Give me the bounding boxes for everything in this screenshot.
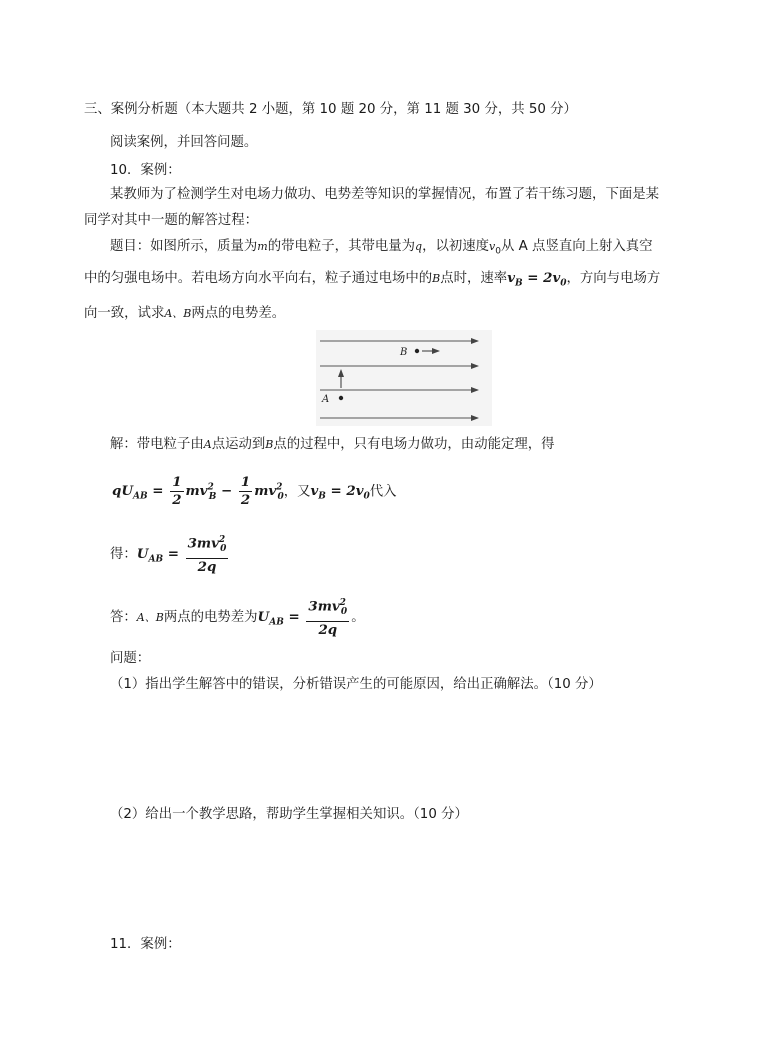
- text: 代入: [369, 484, 397, 500]
- energy-equation: [112, 470, 397, 515]
- instruction-text: 阅读案例，并回答问题。: [110, 135, 258, 150]
- subscript: B: [318, 492, 326, 503]
- var-ab: A、B: [136, 611, 164, 625]
- formula-uab: $U_{AB}$ =: [136, 546, 184, 565]
- intro-line-2: 同学对其中一题的解答过程：: [84, 213, 259, 228]
- text: ，方向与电场方: [566, 271, 661, 286]
- formula-vb: [507, 270, 567, 289]
- text: 两点的电势差。: [191, 306, 286, 321]
- case-11-label: 11．案例：: [110, 937, 181, 952]
- question-2: （2）给出一个教学思路，帮助学生掌握相关知识。（10 分）: [110, 807, 468, 822]
- formula-part: 3mv: [187, 535, 219, 552]
- questions-label: 问题：: [110, 651, 151, 666]
- text: 答：: [110, 610, 137, 626]
- problem-line-1: [110, 238, 653, 261]
- subscript: B: [514, 278, 523, 289]
- text: 题目：如图所示，质量为: [110, 239, 258, 254]
- text: 解：带电粒子由: [110, 437, 204, 452]
- point-b-dot: [415, 349, 419, 353]
- var-a: A: [203, 438, 212, 451]
- text: 从 A 点竖直向上射入真空: [500, 239, 653, 254]
- formula-part: =: [147, 483, 169, 500]
- question-1: （1）指出学生解答中的错误，分析错误产生的可能原因，给出正确解法。（10 分）: [110, 677, 602, 692]
- var-v0: v: [489, 240, 496, 253]
- text: ，以初速度: [422, 239, 490, 254]
- text: ，又: [283, 484, 311, 500]
- text: 点运动到: [211, 437, 266, 452]
- formula-part: qU: [112, 483, 134, 500]
- numerator: [186, 532, 229, 559]
- subscript: 0: [277, 492, 284, 503]
- subscript: AB: [133, 492, 148, 503]
- var-q: q: [415, 240, 423, 253]
- text: 中的匀强电场中。若电场方向水平向右，粒子通过电场中的: [84, 271, 433, 286]
- denominator: 2: [172, 491, 182, 508]
- formula-part: = 2v: [325, 483, 364, 500]
- fraction-half: [170, 474, 183, 509]
- fraction-result: [306, 595, 349, 639]
- formula-part: mv: [185, 483, 208, 500]
- section-heading: 三、案例分析题（本大题共 2 小题，第 10 题 20 分，第 11 题 30 分，共 50 分）: [84, 102, 577, 117]
- text: 。: [351, 610, 365, 626]
- formula-part: mv: [254, 483, 277, 500]
- superscript: 2: [339, 598, 346, 608]
- var-b: B: [265, 438, 274, 451]
- subscript: 0: [560, 278, 567, 289]
- formula-part: v: [507, 270, 515, 286]
- formula-part: = 2v: [522, 270, 561, 286]
- point-a-dot: [339, 396, 343, 400]
- subscript: B: [208, 492, 217, 503]
- subscript: 0: [495, 246, 501, 257]
- point-a-label: A: [322, 394, 330, 405]
- superscript: 2: [218, 535, 226, 545]
- var-b: B: [432, 272, 441, 285]
- problem-line-2: [84, 269, 660, 293]
- formula-uab: $U_{AB}$ =: [257, 609, 305, 628]
- intro-line-1: 某教师为了检测学生对电场力做功、电势差等知识的掌握情况，布置了若干练习题，下面是某: [110, 187, 660, 202]
- formula-part: −: [216, 483, 237, 500]
- text: 点的过程中，只有电场力做功，由动能定理，得: [273, 437, 555, 452]
- answer-line: [110, 595, 365, 641]
- text: 的带电粒子，其带电量为: [267, 239, 416, 254]
- subscript: AB: [148, 554, 164, 565]
- problem-line-3: [84, 305, 285, 323]
- electric-field-figure: [316, 330, 492, 426]
- text: 向一致，试求: [84, 306, 165, 321]
- result-equation: [110, 532, 230, 578]
- subscript: AB: [269, 617, 284, 628]
- formula-part: U: [257, 609, 270, 626]
- numerator: 1: [172, 473, 182, 490]
- formula-quab: [112, 483, 169, 503]
- formula-part: U: [136, 546, 149, 563]
- numerator: 1: [240, 473, 251, 490]
- case-10-label: 10．案例：: [110, 163, 181, 178]
- var-m: m: [257, 240, 268, 253]
- term-mvb: [185, 483, 237, 503]
- denominator: 2q: [197, 559, 217, 576]
- point-b-label: B: [400, 347, 408, 358]
- superscript: 2: [276, 483, 283, 493]
- text: 两点的电势差为: [163, 610, 258, 626]
- formula-part: v: [310, 483, 319, 500]
- text: 点时，速率: [440, 271, 508, 286]
- fraction-result: [186, 532, 229, 576]
- formula-vb: [310, 483, 370, 503]
- subscript: 0: [363, 492, 370, 503]
- superscript: 2: [207, 483, 214, 493]
- term-mv0: [254, 483, 284, 503]
- var-ab: A、B: [164, 307, 192, 320]
- numerator: [306, 595, 349, 622]
- denominator: 2q: [318, 622, 338, 639]
- subscript: 0: [340, 607, 348, 618]
- formula-part: 3mv: [308, 598, 340, 615]
- subscript: 0: [220, 544, 227, 555]
- solution-line-1: [110, 436, 555, 454]
- fraction-half: [239, 474, 252, 509]
- text: 得：: [110, 547, 137, 563]
- denominator: 2: [240, 491, 251, 508]
